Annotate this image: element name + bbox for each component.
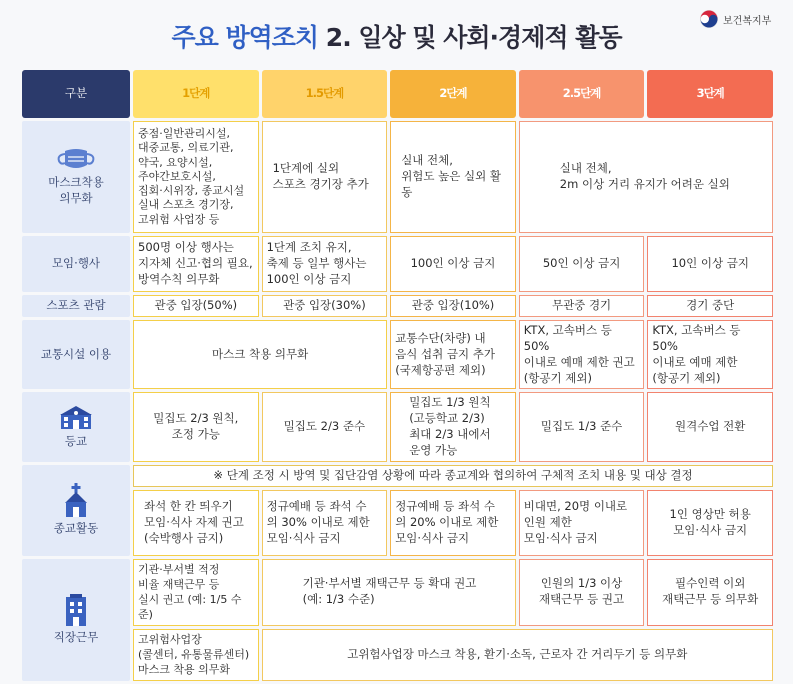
- school-stage1: 밀집도 2/3 원칙, 조정 가능: [133, 392, 259, 461]
- event-stage2-5: 50인 이상 금지: [519, 236, 645, 292]
- religion-stage1-5: 정규예배 등 좌석 수 의 30% 이내로 제한 모임·식사 금지: [262, 490, 388, 556]
- row-religion: [22, 490, 773, 556]
- mask-stage2: 실내 전체, 위험도 높은 실외 활동: [390, 121, 516, 233]
- row-work-a: [22, 559, 773, 626]
- label-event: 모임·행사: [22, 236, 130, 292]
- row-sports: [22, 295, 773, 317]
- label-school: 등교: [22, 392, 130, 461]
- school-stage3: 원격수업 전환: [647, 392, 773, 461]
- religion-stage1: 좌석 한 칸 띄우기 모임·식사 자제 권고 (숙박행사 금지): [133, 490, 259, 556]
- header-row: [22, 70, 773, 118]
- row-work-b: [22, 629, 773, 681]
- row-mask: [22, 121, 773, 233]
- sports-stage2-5: 무관중 경기: [519, 295, 645, 317]
- event-stage3: 10인 이상 금지: [647, 236, 773, 292]
- religion-stage2-5: 비대면, 20명 이내로 인원 제한 모임·식사 금지: [519, 490, 645, 556]
- sports-stage1-5: 관중 입장(30%): [262, 295, 388, 317]
- sports-stage2: 관중 입장(10%): [390, 295, 516, 317]
- ministry-name: 보건복지부: [723, 15, 772, 27]
- transport-stage1-1-5: 마스크 착용 의무화: [133, 320, 387, 389]
- school-icon: [59, 404, 93, 430]
- row-religion-note: [22, 465, 773, 487]
- work-stage3: 필수인력 이외 재택근무 등 의무화: [647, 559, 773, 626]
- title-part1: 주요 방역조치: [171, 23, 319, 52]
- header-label: 구분: [22, 70, 130, 118]
- sports-stage1: 관중 입장(50%): [133, 295, 259, 317]
- school-stage2: 밀집도 1/3 원칙 (고등학교 2/3) 최대 2/3 내에서 운영 가능: [390, 392, 516, 461]
- header-stage-1: 1단계: [133, 70, 259, 118]
- work-stage1-5-2: 기관·부서별 재택근무 등 확대 권고 (예: 1/3 수준): [262, 559, 516, 626]
- school-stage2-5: 밀집도 1/3 준수: [519, 392, 645, 461]
- event-stage2: 100인 이상 금지: [390, 236, 516, 292]
- event-stage1: 500명 이상 행사는 지자체 신고·협의 필요, 방역수칙 의무화: [133, 236, 259, 292]
- sports-stage3: 경기 중단: [647, 295, 773, 317]
- transport-stage2-5: KTX, 고속버스 등 50% 이내로 예매 제한 권고 (항공기 제외): [519, 320, 645, 389]
- row-school: [22, 392, 773, 461]
- header-stage-2: 2단계: [390, 70, 516, 118]
- mask-stage2-5-3: 실내 전체, 2m 이상 거리 유지가 어려운 실외: [519, 121, 773, 233]
- work-stage1: 기관·부서별 적정 비율 재택근무 등 실시 권고 (예: 1/5 수준): [133, 559, 259, 626]
- transport-stage2: 교통수단(차량) 내 음식 섭취 금지 추가 (국제항공편 제외): [390, 320, 516, 389]
- label-work: 직장근무: [22, 559, 130, 681]
- header-stage-1-5: 1.5단계: [262, 70, 388, 118]
- label-mask: 마스크착용 의무화: [22, 121, 130, 233]
- mask-stage1-5: 1단계에 실외 스포츠 경기장 추가: [262, 121, 388, 233]
- mask-stage1: 중점·일반관리시설, 대중교통, 의료기관, 약국, 요양시설, 주야간보호시설, 집회·시위장, 종교시설 실내 스포츠 경기장, 고위험 사업장 등: [133, 121, 259, 233]
- event-stage1-5: 1단계 조치 유지, 축제 등 일부 행사는 100인 이상 금지: [262, 236, 388, 292]
- title-part2: 2. 일상 및 사회·경제적 활동: [325, 23, 622, 52]
- mask-icon: [55, 147, 97, 171]
- label-sports: 스포츠 관람: [22, 295, 130, 317]
- label-religion: 종교활동: [22, 465, 130, 556]
- work-highrisk-stage1-5-3: 고위험사업장 마스크 착용, 환기·소독, 근로자 간 거리두기 등 의무화: [262, 629, 773, 681]
- label-transport: 교통시설 이용: [22, 320, 130, 389]
- religion-note: ※ 단계 조정 시 방역 및 집단감염 상황에 따라 종교계와 협의하여 구체적 조치 내용 및 대상 결정: [133, 465, 773, 487]
- row-event: [22, 236, 773, 292]
- work-highrisk-stage1: 고위험사업장 (콜센터, 유통물류센터) 마스크 착용 의무화: [133, 629, 259, 681]
- school-stage1-5: 밀집도 2/3 준수: [262, 392, 388, 461]
- transport-stage3: KTX, 고속버스 등 50% 이내로 예매 제한 (항공기 제외): [647, 320, 773, 389]
- work-stage2-5: 인원의 1/3 이상 재택근무 등 권고: [519, 559, 645, 626]
- religion-stage2: 정규예배 등 좌석 수 의 20% 이내로 제한 모임·식사 금지: [390, 490, 516, 556]
- header-stage-3: 3단계: [647, 70, 773, 118]
- church-icon: [61, 483, 91, 517]
- religion-stage3: 1인 영상만 허용 모임·식사 금지: [647, 490, 773, 556]
- page-title: [0, 18, 793, 54]
- office-building-icon: [63, 594, 89, 626]
- row-transport: [22, 320, 773, 389]
- measures-table: [19, 67, 776, 684]
- header-stage-2-5: 2.5단계: [519, 70, 645, 118]
